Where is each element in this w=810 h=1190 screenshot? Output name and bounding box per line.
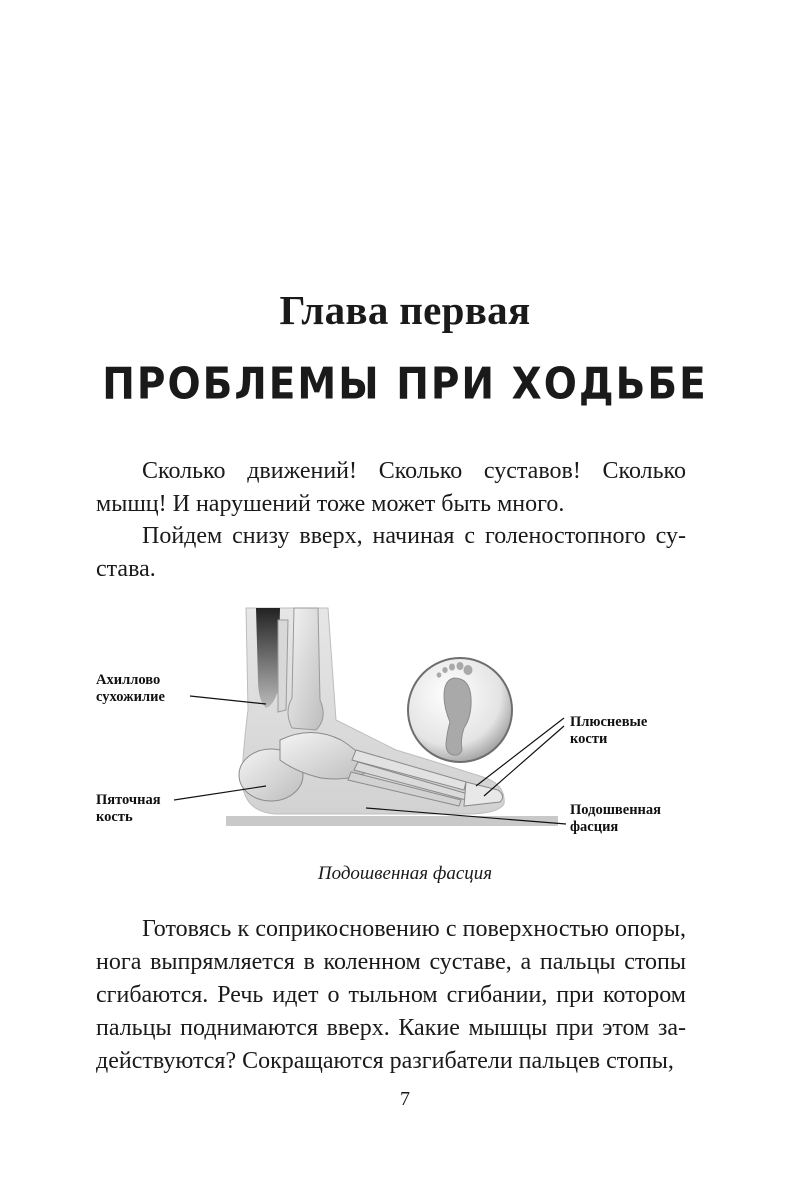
- fibula: [278, 620, 288, 712]
- footprint-toe-3: [449, 664, 455, 671]
- page-number: 7: [400, 1088, 410, 1110]
- footprint-toe-2: [457, 662, 464, 670]
- achilles-tendon: [256, 608, 280, 708]
- achilles-label-line-2: сухожилие: [96, 689, 165, 705]
- achilles-label: [96, 672, 165, 706]
- achilles-label-line-1: Ахиллово: [96, 672, 161, 688]
- heel-label-line-1: Пяточная: [96, 792, 161, 808]
- floor-surface: [226, 816, 558, 826]
- paragraph-3-text: Готовясь к соприкосновению с поверхностью опоры, нога выпрямляется в коленном суставе, а пальцы стопы сгибаются. Речь идет о тыльном сгибании, при котором пальцы поднимаются вверх. Какие мышцы при этом задействуются? Сокращаются разгибатели пальцев стопы,: [96, 916, 686, 1074]
- heel-label: [96, 792, 161, 826]
- footprint-toe-4: [442, 667, 447, 673]
- metatarsal-label-line-1: Плюсневые: [570, 714, 648, 730]
- footprint-toe-5: [437, 672, 442, 677]
- fascia-label-line-2: фасция: [570, 819, 619, 835]
- footprint-toe-1: [464, 665, 473, 675]
- fascia-label: [570, 802, 661, 836]
- paragraph-3: [96, 913, 686, 1078]
- paragraph-2-text: Пойдем снизу вверх, начиная с голеностопного сустава.: [96, 523, 686, 582]
- foot-anatomy-figure: [66, 600, 706, 850]
- paragraph-1-text: Сколько движений! Сколько суставов! Сколько мышц! И нарушений тоже может быть много.: [96, 458, 686, 517]
- fascia-label-line-1: Подошвенная: [570, 802, 662, 818]
- metatarsal-label-line-2: кости: [570, 731, 608, 747]
- chapter-title: ПРОБЛЕМЫ ПРИ ХОДЬБЕ: [102, 359, 708, 410]
- tibia: [288, 608, 323, 730]
- chapter-label: Глава первая: [279, 287, 531, 333]
- paragraph-1: [96, 455, 686, 521]
- figure-caption: Подошвенная фасция: [317, 863, 493, 884]
- metatarsal-label: [570, 714, 647, 748]
- paragraph-2: [96, 520, 686, 586]
- heel-label-line-2: кость: [96, 809, 133, 825]
